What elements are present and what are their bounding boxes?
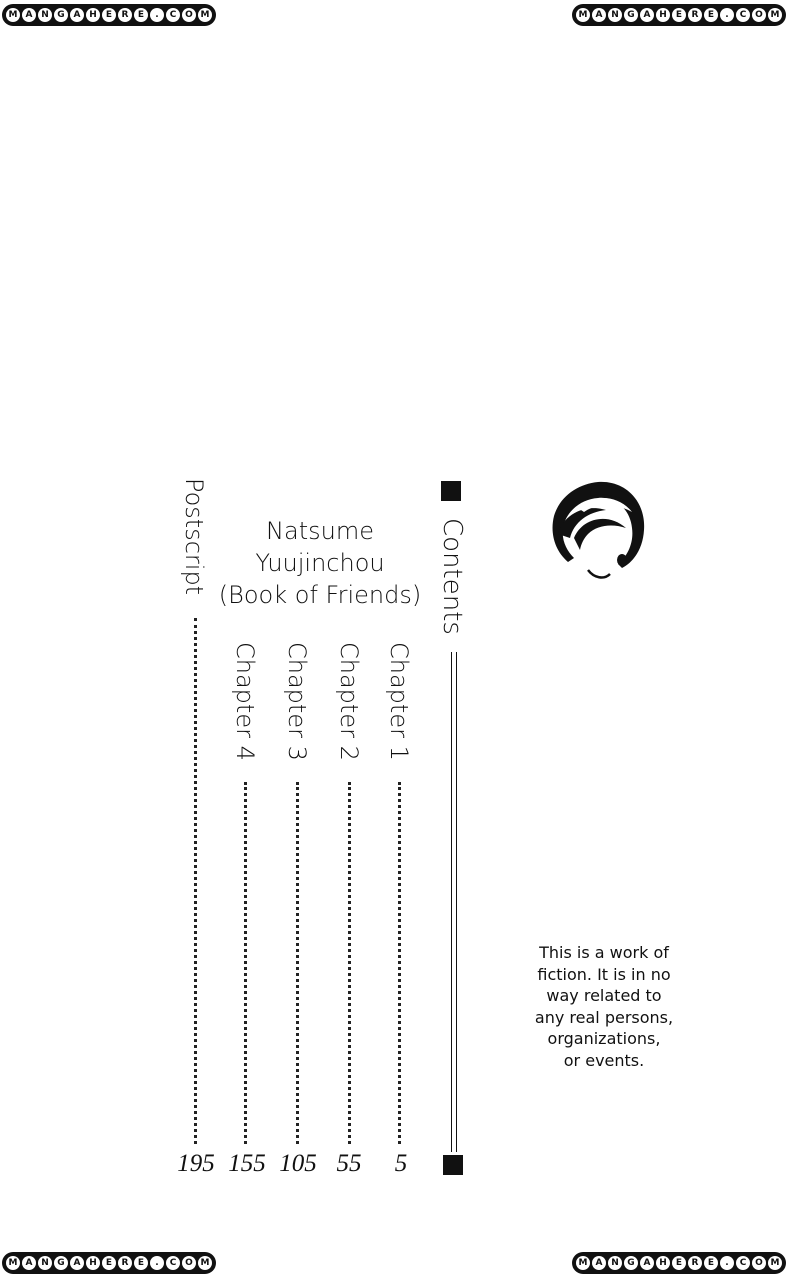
watermark-letter: C <box>166 1256 180 1270</box>
watermark-letter: C <box>736 1256 750 1270</box>
toc-entry-label: Chapter 1 <box>385 642 413 761</box>
contents-heading: Contents <box>437 518 467 635</box>
watermark-letter: H <box>656 1256 670 1270</box>
watermark-letter: O <box>182 8 196 22</box>
watermark-letter: A <box>640 8 654 22</box>
watermark-letter: N <box>608 1256 622 1270</box>
watermark-letter: . <box>150 1256 164 1270</box>
watermark-letter: N <box>38 8 52 22</box>
watermark-letter: E <box>102 8 116 22</box>
toc-entry-page: 155 <box>228 1150 266 1177</box>
watermark-letter: A <box>640 1256 654 1270</box>
watermark-letter: N <box>608 8 622 22</box>
watermark-letter: . <box>150 8 164 22</box>
series-title <box>200 515 440 611</box>
watermark-letter: G <box>624 1256 638 1270</box>
watermark-bottom-left <box>2 1252 216 1274</box>
watermark-letter: R <box>118 8 132 22</box>
toc-entry-page: 5 <box>394 1150 408 1177</box>
toc-entry-page: 55 <box>336 1150 362 1177</box>
watermark-letter: A <box>70 8 84 22</box>
watermark-letter: E <box>134 1256 148 1270</box>
watermark-letter: N <box>38 1256 52 1270</box>
watermark-top-right <box>572 4 786 26</box>
toc-leader-dots <box>296 782 299 1144</box>
watermark-letter: M <box>768 8 782 22</box>
disclaimer-line: organizations, <box>547 1029 661 1048</box>
disclaimer-line: or events. <box>563 1050 645 1070</box>
watermark-letter: R <box>688 8 702 22</box>
disclaimer-line: This is a work of <box>539 943 669 962</box>
series-title-line: Natsume <box>266 517 374 545</box>
contents-marker-bottom-icon <box>443 1155 463 1175</box>
toc-entry-label: Chapter 2 <box>335 642 363 761</box>
toc-entry-label: Chapter 4 <box>231 642 259 761</box>
watermark-letter: C <box>166 8 180 22</box>
watermark-letter: E <box>102 1256 116 1270</box>
watermark-bottom-right <box>572 1252 786 1274</box>
swirl-face-logo-icon <box>548 478 648 588</box>
watermark-letter: M <box>198 8 212 22</box>
watermark-letter: M <box>576 1256 590 1270</box>
toc-leader-dots <box>348 782 351 1144</box>
watermark-letter: M <box>6 1256 20 1270</box>
toc-entry-label: Postscript <box>180 478 208 596</box>
watermark-letter: G <box>624 8 638 22</box>
contents-double-rule <box>451 652 457 1152</box>
watermark-letter: M <box>6 8 20 22</box>
watermark-letter: M <box>198 1256 212 1270</box>
watermark-letter: . <box>720 8 734 22</box>
fiction-disclaimer <box>520 942 688 1071</box>
watermark-letter: E <box>134 8 148 22</box>
toc-leader-dots <box>244 782 247 1144</box>
watermark-letter: R <box>688 1256 702 1270</box>
watermark-letter: O <box>752 1256 766 1270</box>
watermark-letter: O <box>182 1256 196 1270</box>
watermark-letter: R <box>118 1256 132 1270</box>
watermark-letter: G <box>54 1256 68 1270</box>
disclaimer-line: way related to <box>546 986 662 1005</box>
watermark-letter: A <box>70 1256 84 1270</box>
watermark-letter: G <box>54 8 68 22</box>
watermark-letter: O <box>752 8 766 22</box>
watermark-letter: E <box>672 8 686 22</box>
toc-entry-page: 105 <box>279 1150 317 1177</box>
watermark-letter: E <box>704 8 718 22</box>
watermark-letter: E <box>704 1256 718 1270</box>
toc-leader-dots <box>398 782 401 1144</box>
watermark-letter: A <box>22 8 36 22</box>
watermark-letter: A <box>592 8 606 22</box>
watermark-letter: A <box>22 1256 36 1270</box>
series-title-line: (Book of Friends) <box>218 581 422 609</box>
watermark-top-left <box>2 4 216 26</box>
disclaimer-line: fiction. It is in no <box>537 964 671 984</box>
watermark-letter: M <box>576 8 590 22</box>
disclaimer-line: any real persons, <box>534 1007 674 1027</box>
watermark-letter: H <box>86 1256 100 1270</box>
watermark-letter: M <box>768 1256 782 1270</box>
toc-entry-label: Chapter 3 <box>283 642 311 761</box>
toc-entry-page: 195 <box>177 1150 215 1177</box>
watermark-letter: H <box>86 8 100 22</box>
watermark-letter: A <box>592 1256 606 1270</box>
watermark-letter: H <box>656 8 670 22</box>
contents-marker-top-icon <box>441 481 461 501</box>
series-title-line: Yuujinchou <box>255 549 385 577</box>
watermark-letter: E <box>672 1256 686 1270</box>
toc-leader-dots <box>194 618 197 1144</box>
watermark-letter: C <box>736 8 750 22</box>
watermark-letter: . <box>720 1256 734 1270</box>
